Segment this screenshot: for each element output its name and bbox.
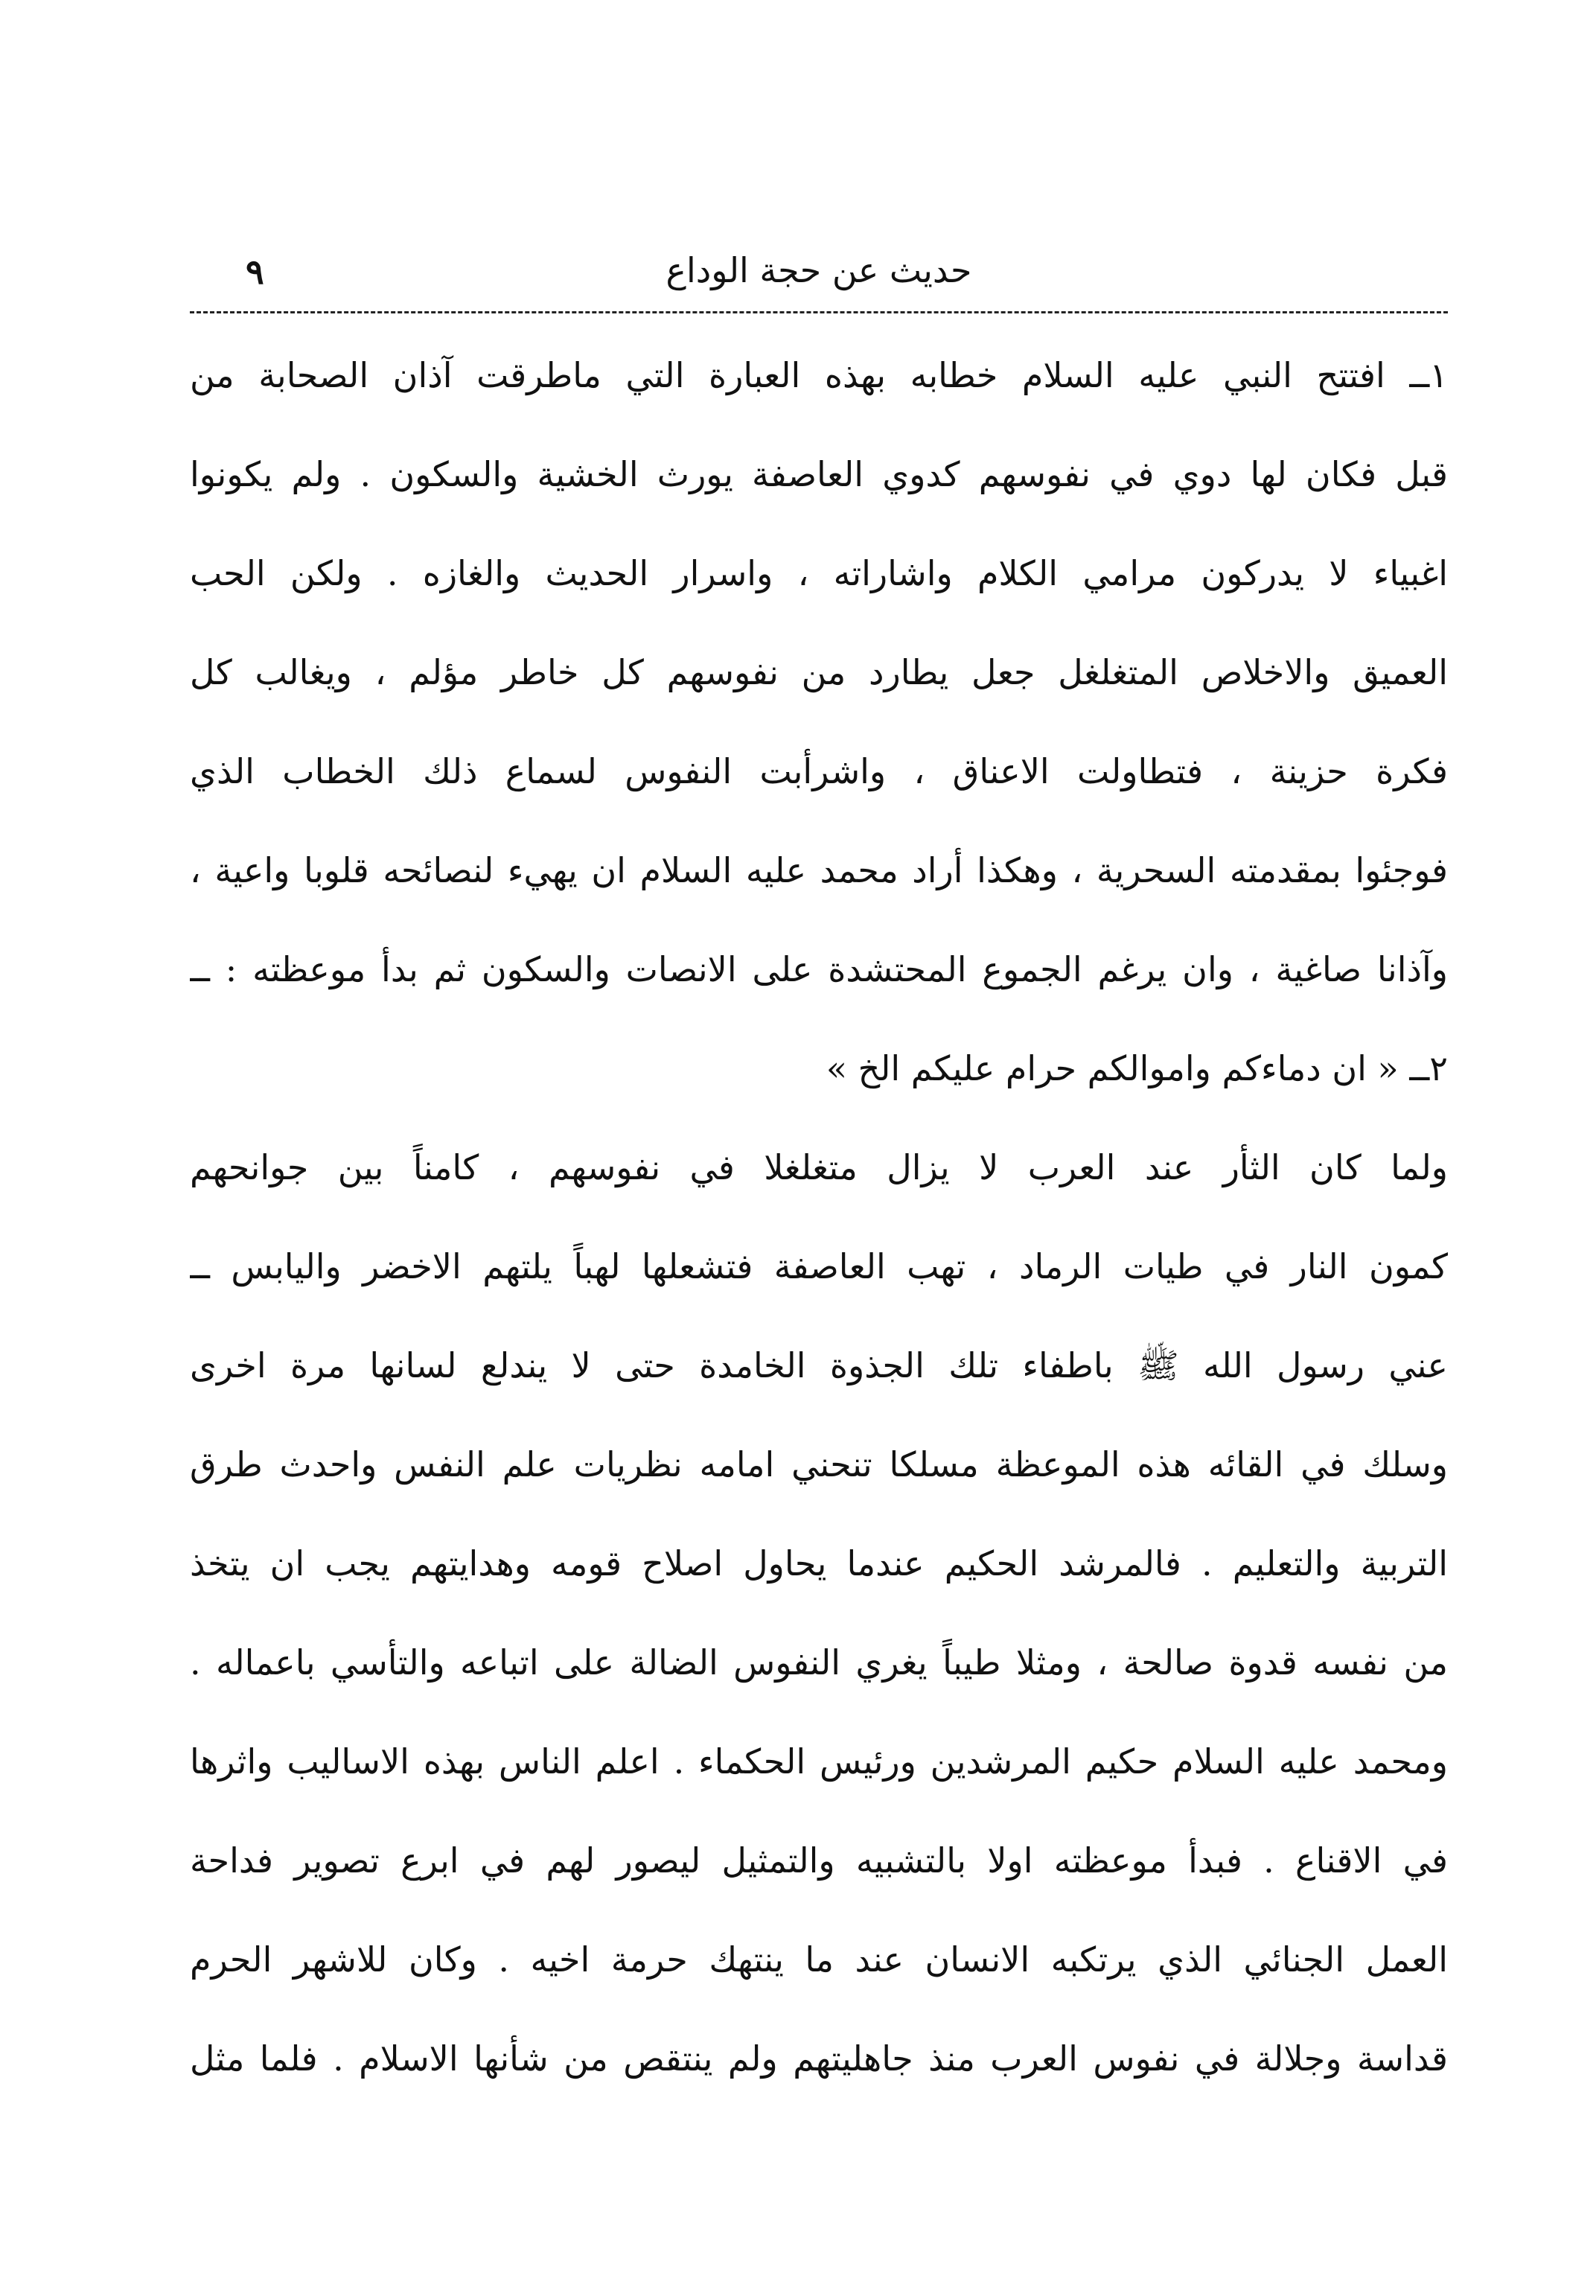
text-line: التربية والتعليم . فالمرشد الحكيم عندما يحاول اصلاح قومه وهدايتهم يجب ان يتخذ [190, 1543, 1448, 1584]
text-line: اغبياء لا يدركون مرامي الكلام واشاراته ، واسرار الحديث والغازه . ولكن الحب [190, 553, 1448, 593]
text-line: العمل الجنائي الذي يرتكبه الانسان عند ما ينتهك حرمة اخيه . وكان للاشهر الحرم [190, 1939, 1448, 1980]
text-line: وسلك في القائه هذه الموعظة مسلكا تنحني امامه نظريات علم النفس واحدث طرق [190, 1444, 1448, 1485]
text-line: من نفسه قدوة صالحة ، ومثلا طيباً يغري النفوس الضالة على اتباعه والتأسي باعماله . [190, 1642, 1448, 1683]
body-text [190, 350, 1448, 2132]
text-line: ١ــ افتتح النبي عليه السلام خطابه بهذه العبارة التي ماطرقت آذان الصحابة من [190, 355, 1448, 395]
text-line: في الاقناع . فبدأ موعظته اولا بالتشبيه والتمثيل ليصور لهم في ابرع تصوير فداحة [190, 1840, 1448, 1881]
text-line: كمون النار في طيات الرماد ، تهب العاصفة فتشعلها لهباً يلتهم الاخضر واليابس ــ [190, 1246, 1448, 1286]
page-header [190, 246, 1448, 305]
text-line: وآذانا صاغية ، وان يرغم الجموع المحتشدة على الانصات والسكون ثم بدأ موعظته : ــ [190, 949, 1448, 989]
header-divider [190, 311, 1448, 313]
text-line: عني رسول الله ﷺ باطفاء تلك الجذوة الخامدة حتى لا يندلع لسانها مرة اخرى [190, 1345, 1448, 1385]
page-number: ٩ [246, 252, 264, 292]
text-line: فوجئوا بمقدمته السحرية ، وهكذا أراد محمد عليه السلام ان يهيء لنصائحه قلوبا واعية ، [190, 850, 1448, 890]
text-line: قبل فكان لها دوي في نفوسهم كدوي العاصفة يورث الخشية والسكون . ولم يكونوا [190, 454, 1448, 494]
text-line: ولما كان الثأر عند العرب لا يزال متغلغلا في نفوسهم ، كامناً بين جوانحهم [190, 1147, 1448, 1187]
text-line: العميق والاخلاص المتغلغل جعل يطارد من نفوسهم كل خاطر مؤلم ، ويغالب كل [190, 652, 1448, 692]
running-title: حديث عن حجة الوداع [665, 250, 972, 290]
text-line: فكرة حزينة ، فتطاولت الاعناق ، واشرأبت النفوس لسماع ذلك الخطاب الذي [190, 751, 1448, 791]
text-line: ٢ــ « ان دماءكم واموالكم حرام عليكم الخ » [826, 1048, 1448, 1088]
text-line: ومحمد عليه السلام حكيم المرشدين ورئيس الحكماء . اعلم الناس بهذه الاساليب واثرها [190, 1741, 1448, 1782]
text-line: قداسة وجلالة في نفوس العرب منذ جاهليتهم ولم ينتقص من شأنها الاسلام . فلما مثل [190, 2038, 1448, 2079]
